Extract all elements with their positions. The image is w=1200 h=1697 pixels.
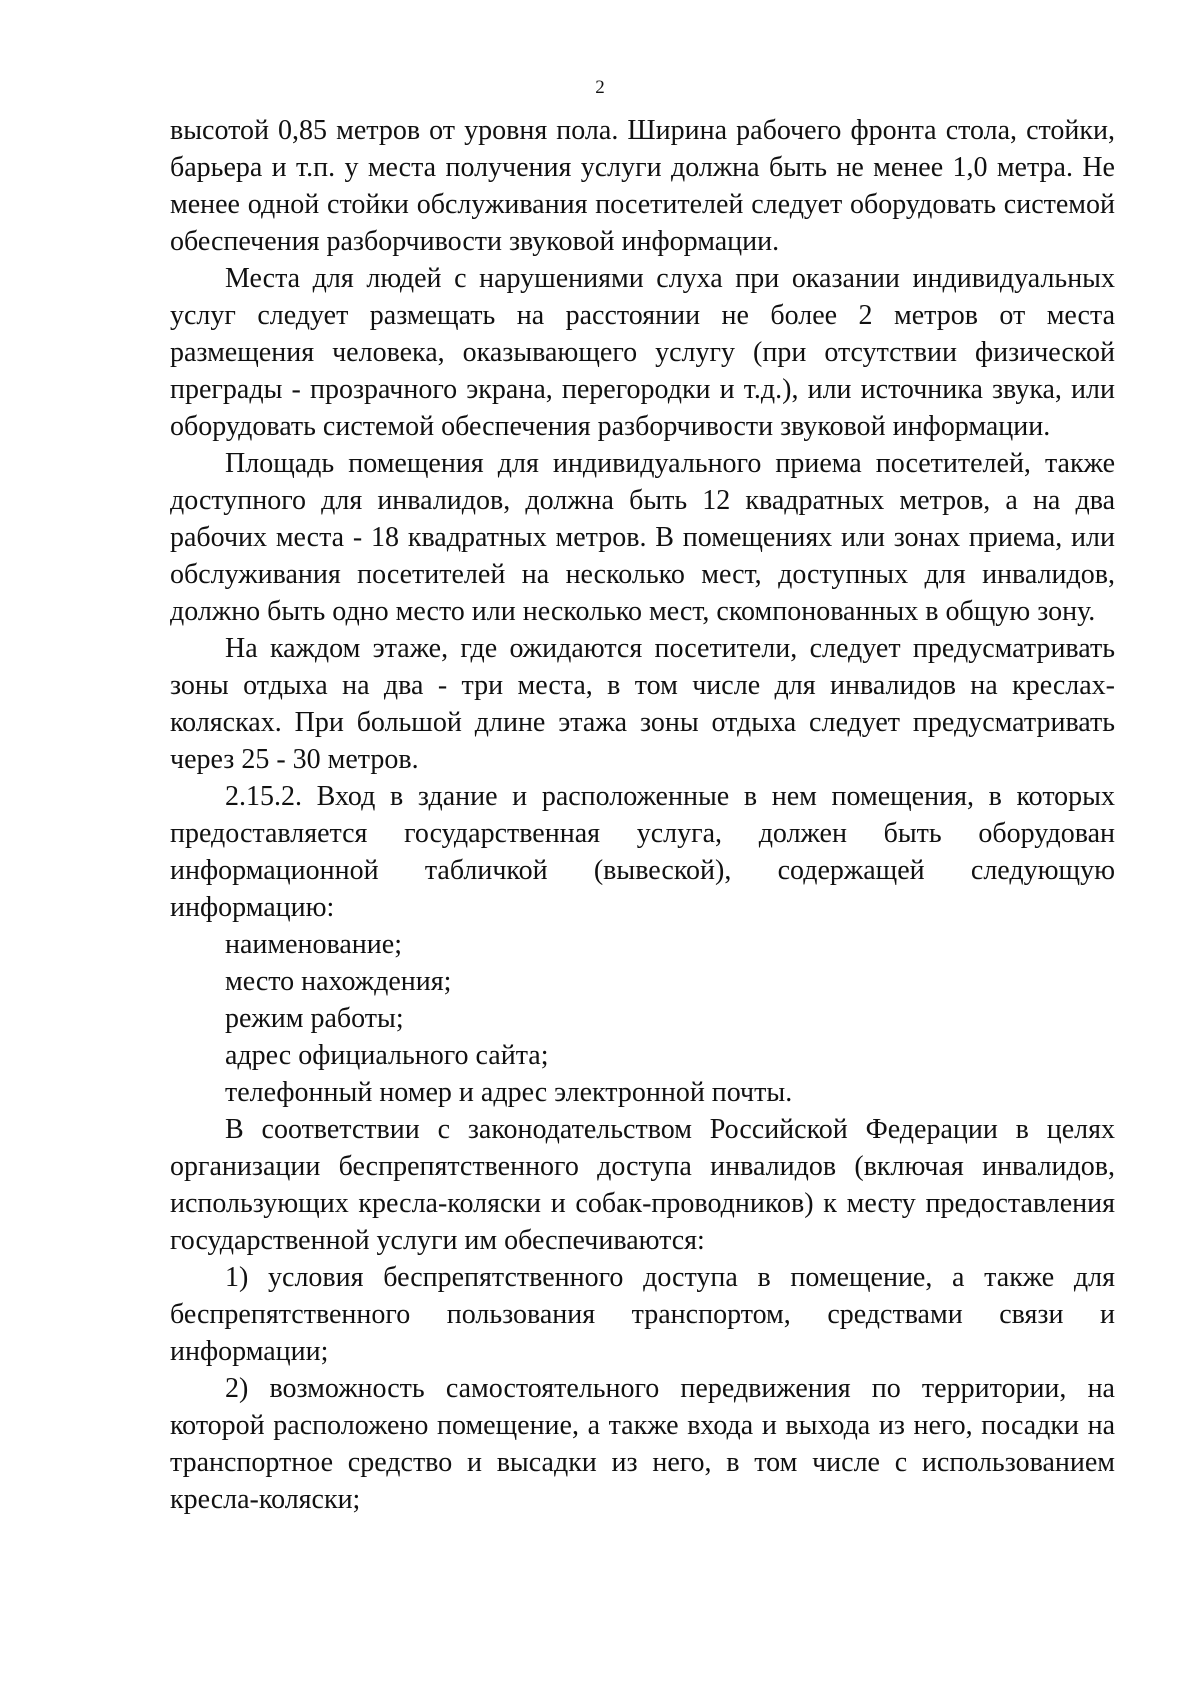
list-item-location: место нахождения; — [225, 966, 452, 997]
paragraph-rest-zones: На каждом этаже, где ожидаются посетители, следует предусматривать зоны отдыха на два - три места, в том числе для инвалидов на креслах-колясках. При большой длине этажа зоны отдыха следует предусматривать через 25 - 30 метров. — [170, 633, 1115, 775]
list-item-name: наименование; — [225, 929, 402, 960]
paragraph-condition-2: 2) возможность самостоятельного передвижения по территории, на которой расположено помещение, а также входа и выхода из него, посадки на транспортное средство и высадки из него, в том числе с использованием кресла-коляски; — [170, 1373, 1115, 1515]
paragraph-accessibility-intro: В соответствии с законодательством Российской Федерации в целях организации беспрепятственного доступа инвалидов (включая инвалидов, использующих кресла-коляски и собак-проводников) к месту предоставления государственной услуги им обеспечиваются: — [170, 1114, 1115, 1256]
document-body — [170, 112, 1115, 1518]
paragraph-counter-height: высотой 0,85 метров от уровня пола. Ширина рабочего фронта стола, стойки, барьера и т.п. у места получения услуги должна быть не менее 1,0 метра. Не менее одной стойки обслуживания посетителей следует оборудовать системой обеспечения разборчивости звуковой информации. — [170, 115, 1115, 257]
list-item-schedule: режим работы; — [225, 1003, 404, 1034]
paragraph-entrance-sign: 2.15.2. Вход в здание и расположенные в нем помещения, в которых предоставляется государственная услуга, должен быть оборудован информационной табличкой (вывеской), содержащей следующую информацию: — [170, 781, 1115, 923]
paragraph-condition-1: 1) условия беспрепятственного доступа в помещение, а также для беспрепятственного пользования транспортом, средствами связи и информации; — [170, 1262, 1115, 1367]
paragraph-hearing-impaired: Места для людей с нарушениями слуха при оказании индивидуальных услуг следует размещать на расстоянии не более 2 метров от места размещения человека, оказывающего услугу (при отсутствии физической преграды - прозрачного экрана, перегородки и т.д.), или источника звука, или оборудовать системой обеспечения разборчивости звуковой информации. — [170, 263, 1115, 442]
paragraph-room-area: Площадь помещения для индивидуального приема посетителей, также доступного для инвалидов, должна быть 12 квадратных метров, а на два рабочих места - 18 квадратных метров. В помещениях или зонах приема, или обслуживания посетителей на несколько мест, доступных для инвалидов, должно быть одно место или несколько мест, скомпонованных в общую зону. — [170, 448, 1115, 627]
list-item-website: адрес официального сайта; — [225, 1040, 549, 1071]
list-item-contacts: телефонный номер и адрес электронной почты. — [225, 1077, 793, 1108]
page-number: 2 — [595, 77, 605, 98]
